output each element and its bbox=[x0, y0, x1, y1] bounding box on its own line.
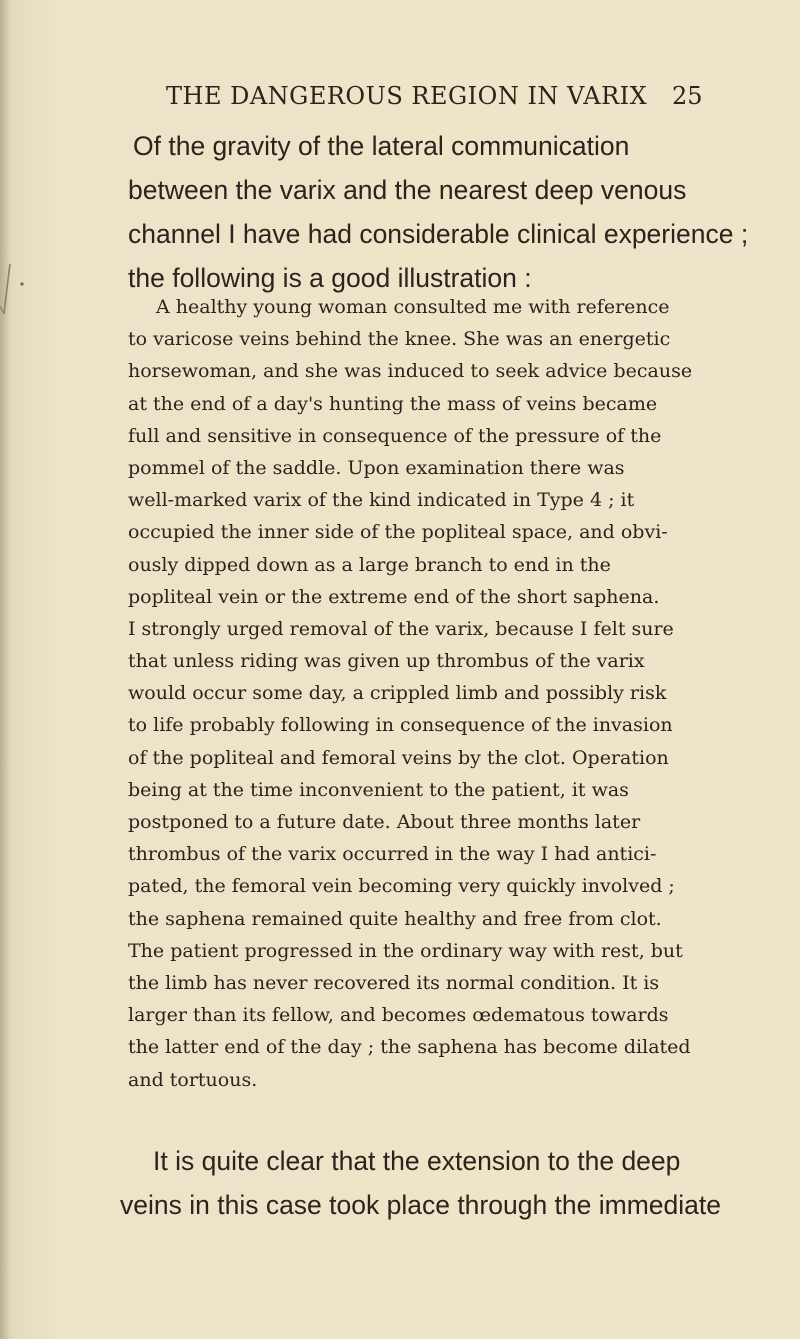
text-line: ously dipped down as a large branch to end in the bbox=[128, 553, 611, 576]
text-line: would occur some day, a crippled limb and possibly risk bbox=[128, 682, 667, 705]
page-binding-edge bbox=[0, 0, 10, 1339]
text-line: horsewoman, and she was induced to seek advice because bbox=[128, 360, 693, 383]
text-line: to life probably following in consequence of the invasion bbox=[128, 714, 673, 737]
text-line: I strongly urged removal of the varix, because I felt sure bbox=[128, 617, 674, 640]
text-line: the following is a good illustration : bbox=[128, 263, 532, 293]
text-line: It is quite clear that the extension to the deep bbox=[153, 1146, 681, 1176]
text-line: occupied the inner side of the popliteal space, and obvi- bbox=[128, 521, 668, 544]
text-line: and tortuous. bbox=[128, 1068, 258, 1091]
text-line: to varicose veins behind the knee. She was an energetic bbox=[128, 328, 671, 351]
text-line: the latter end of the day ; the saphena has become dilated bbox=[128, 1036, 691, 1059]
text-line: the limb has never recovered its normal condition. It is bbox=[128, 971, 660, 994]
page-number: 25 bbox=[672, 82, 703, 110]
text-line: at the end of a day's hunting the mass of veins became bbox=[128, 392, 658, 415]
text-line: being at the time inconvenient to the patient, it was bbox=[128, 778, 629, 801]
text-line: well-marked varix of the kind indicated in Type 4 ; it bbox=[128, 489, 635, 512]
text-line: pommel of the saddle. Upon examination there was bbox=[128, 456, 625, 479]
text-line: full and sensitive in consequence of the pressure of the bbox=[128, 424, 662, 447]
text-line: between the varix and the nearest deep venous bbox=[128, 175, 687, 205]
text-line: The patient progressed in the ordinary way with rest, but bbox=[128, 939, 683, 962]
text-line: larger than its fellow, and becomes œdematous towards bbox=[128, 1004, 669, 1027]
text-line: pated, the femoral vein becoming very quickly involved ; bbox=[128, 875, 675, 898]
case-report-paragraph bbox=[128, 291, 708, 1096]
text-line: veins in this case took place through the immediate bbox=[120, 1190, 721, 1220]
running-head bbox=[0, 80, 800, 120]
text-line: popliteal vein or the extreme end of the short saphena. bbox=[128, 585, 660, 608]
text-line: postponed to a future date. About three months later bbox=[128, 811, 641, 833]
text-line: the saphena remained quite healthy and free from clot. bbox=[128, 907, 662, 930]
text-line: channel I have had considerable clinical experience ; bbox=[128, 219, 749, 249]
text-line: that unless riding was given up thrombus of the varix bbox=[128, 650, 645, 673]
text-line: thrombus of the varix occurred in the way I had antici- bbox=[128, 843, 657, 866]
pencil-mark-icon bbox=[0, 258, 40, 318]
text-line: Of the gravity of the lateral communication bbox=[133, 131, 630, 161]
closing-paragraph bbox=[120, 1139, 720, 1227]
running-head-title: THE DANGEROUS REGION IN VARIX bbox=[166, 82, 648, 110]
intro-paragraph bbox=[128, 124, 749, 300]
text-line: A healthy young woman consulted me with reference bbox=[156, 296, 670, 318]
text-line: of the popliteal and femoral veins by the clot. Operation bbox=[128, 746, 669, 769]
